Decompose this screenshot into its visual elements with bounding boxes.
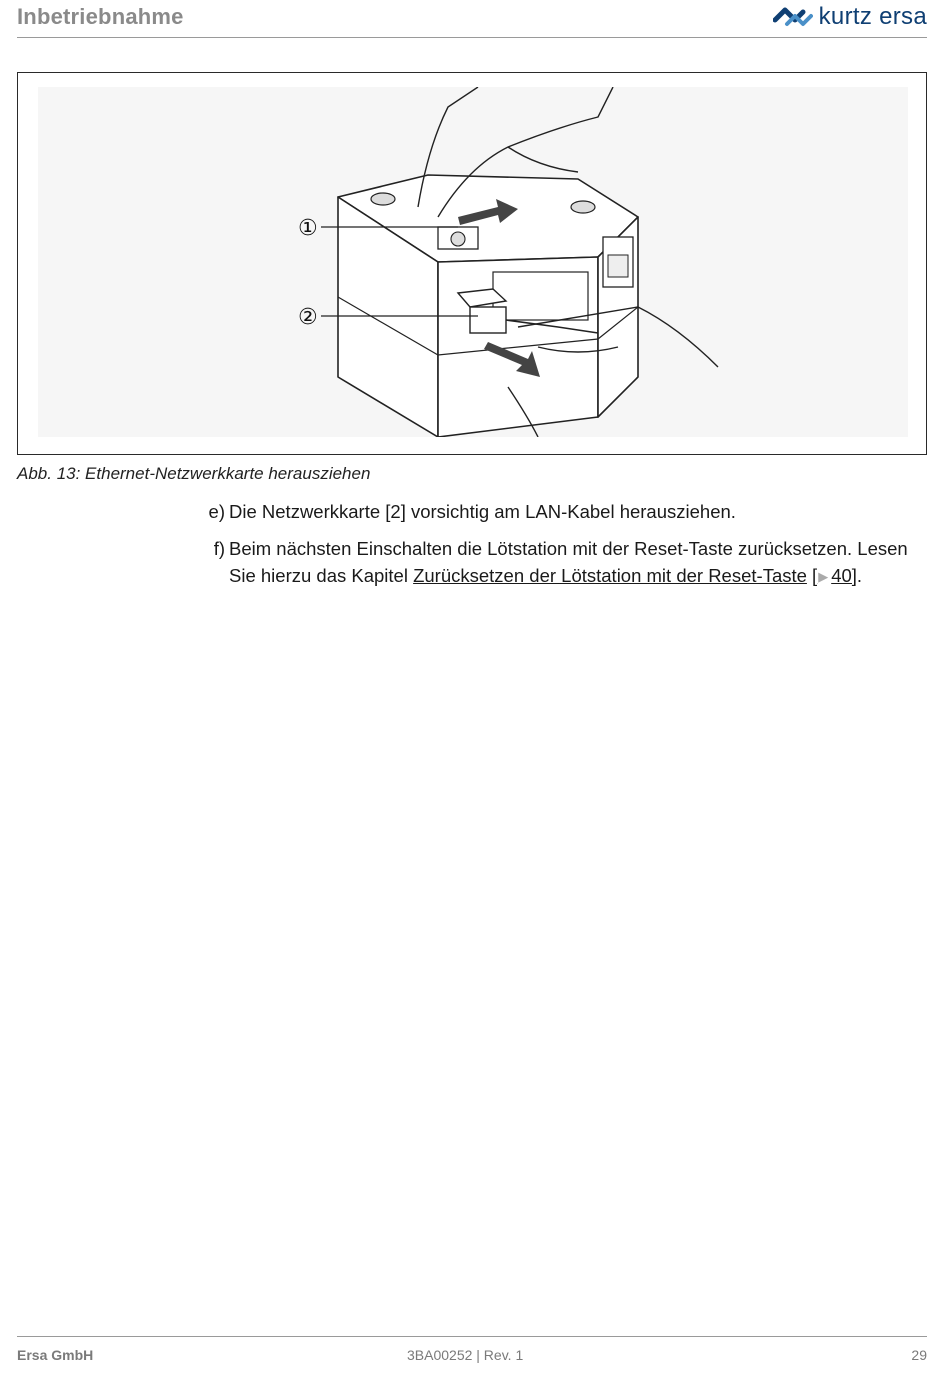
logo-wave-icon xyxy=(773,4,813,30)
callout-1: ① xyxy=(298,216,318,241)
ref-page-number: 40] xyxy=(831,565,857,586)
triangle-right-icon: ▶ xyxy=(818,569,829,584)
step-marker: e) xyxy=(208,501,225,522)
step-f xyxy=(203,535,927,590)
step-text: Beim nächsten Einschalten die Lötstation mit der Reset-Taste zurücksetzen. Lesen Sie hierzu das Kapitel xyxy=(229,538,908,586)
figure-caption: Abb. 13: Ethernet-Netzwerkkarte herausziehen xyxy=(17,464,371,483)
step-text-end: . xyxy=(856,565,863,586)
ref-open-bracket: [ xyxy=(812,565,818,586)
instruction-steps xyxy=(203,498,927,600)
step-marker: f) xyxy=(213,538,225,559)
figure-frame xyxy=(17,72,927,455)
network-card-illustration xyxy=(38,87,908,437)
page-reference-link[interactable] xyxy=(812,565,857,586)
callout-2: ② xyxy=(298,305,318,330)
logo-text: kurtz ersa xyxy=(818,3,927,30)
footer-doc-id: 3BA00252 | Rev. 1 xyxy=(407,1347,524,1363)
footer-page-number: 29 xyxy=(911,1347,927,1363)
chapter-link[interactable]: Zurücksetzen der Lötstation mit der Reset-Taste xyxy=(413,565,807,586)
step-e xyxy=(203,498,927,525)
kurtz-ersa-logo xyxy=(773,2,927,32)
footer-company: Ersa GmbH xyxy=(17,1347,94,1363)
page-header xyxy=(17,0,927,38)
chapter-title: Inbetriebnahme xyxy=(17,4,184,29)
step-text: Die Netzwerkkarte [2] vorsichtig am LAN-Kabel herausziehen. xyxy=(229,501,736,522)
page-footer xyxy=(17,1336,927,1374)
